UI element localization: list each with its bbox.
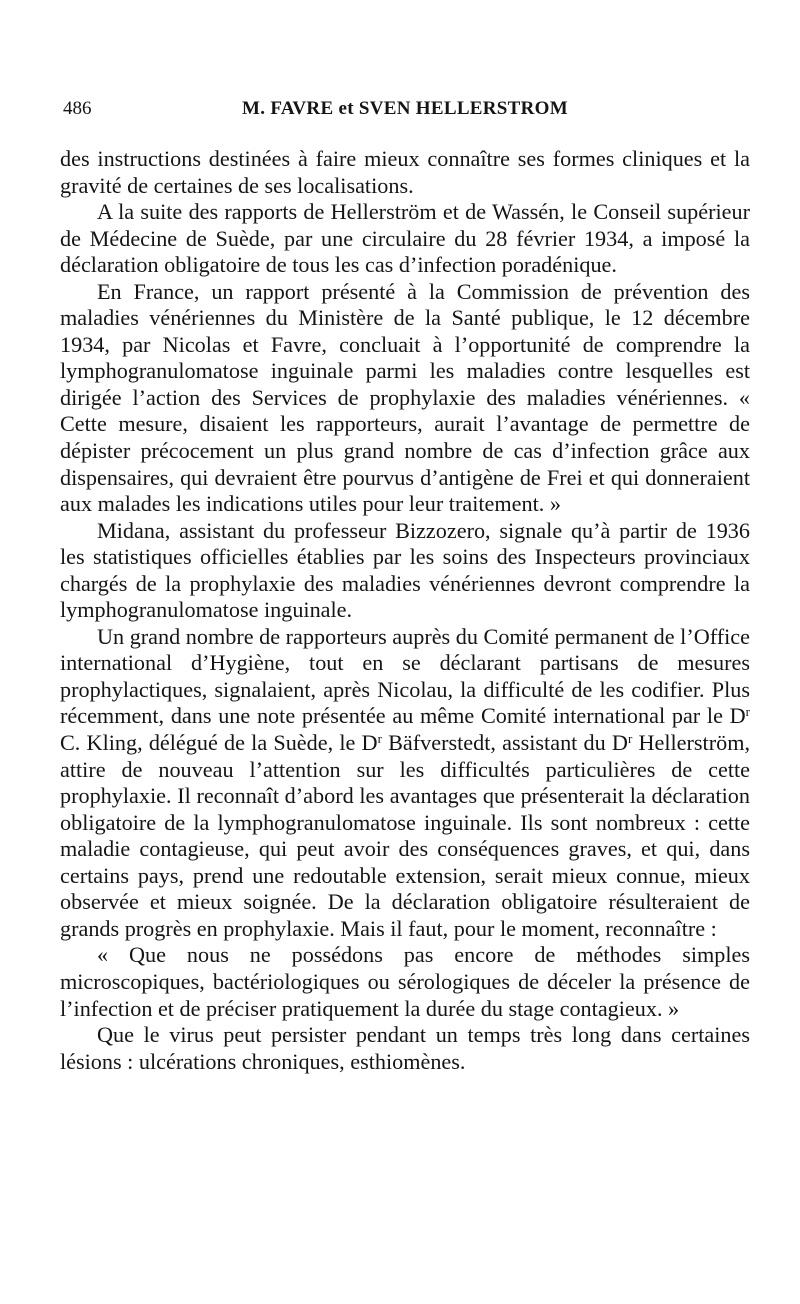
page-number: 486 bbox=[63, 98, 92, 119]
paragraph-continued: des instructions destinées à faire mieux connaître ses formes cliniques et la gravité de certaines de ses localisations. bbox=[60, 146, 750, 198]
paragraph-france: En France, un rapport présenté à la Commission de prévention des maladies vénériennes du Ministère de la Santé publique, le 12 décembre 1934, par Nicolas et Favre, concluait à l’opportunité de comprendre la lymphogranulomatose inguinale parmi les maladies contre lesquelles est dirigée l’action des Services de prophylaxie des maladies vénériennes. « Cette mesure, disaient les rapporteurs, aurait l’avantage de permettre de dépister précocement un plus grand nombre de cas d’infection grâce aux dispensaires, qui devraient être pourvus d’antigène de Frei et qui donneraient aux malades les indications utiles pour leur traitement. » bbox=[60, 278, 750, 517]
doctor-superscript: r bbox=[745, 704, 750, 720]
paragraph-kling-part3: Bäfverstedt, assistant du D bbox=[381, 730, 628, 756]
page-header bbox=[60, 98, 750, 128]
paragraph-sweden: A la suite des rapports de Hellerström et de Wassén, le Conseil supérieur de Médecine de Suède, par une circulaire du 28 février 1934, a imposé la déclaration obligatoire de tous les cas d’infection poradénique. bbox=[60, 199, 750, 278]
paragraph-quote: « Que nous ne possédons pas encore de méthodes simples microscopiques, bactériologiques ou sérologiques de déceler la présence de l’infection et de préciser pratiquement la durée du stage contagieux. » bbox=[60, 942, 750, 1021]
doctor-superscript: r bbox=[377, 731, 382, 747]
paragraph-kling-part4: Hellerström, attire de nouveau l’attention sur les difficultés particulières de cette prophylaxie. Il reconnaît d’abord les avantages que présenterait la déclaration obligatoire de la lymphogranulomatose inguinale. Ils sont nombreux : cette maladie contagieuse, qui peut avoir des conséquences graves, et qui, dans certains pays, prend une redoutable extension, serait mieux connue, mieux observée et mieux soignée. De la déclaration obligatoire résulteraient de grands progrès en prophylaxie. Mais il faut, pour le moment, reconnaître : bbox=[60, 730, 751, 941]
paragraph-kling bbox=[60, 624, 750, 943]
paragraph-midana: Midana, assistant du professeur Bizzozero, signale qu’à partir de 1936 les statistiques officielles établies par les soins des Inspecteurs provinciaux chargés de la prophylaxie des maladies vénériennes devront comprendre la lymphogranulomatose inguinale. bbox=[60, 517, 750, 623]
running-head: M. FAVRE et SVEN HELLERSTROM bbox=[242, 98, 568, 119]
paragraph-kling-part2: C. Kling, délégué de la Suède, le D bbox=[60, 730, 378, 756]
document-page bbox=[60, 98, 750, 1075]
paragraph-kling-part1: Un grand nombre de rapporteurs auprès du Comité permanent de l’Office international d’Hygiène, tout en se déclarant partisans de mesures prophylactiques, signalaient, après Nicolau, la difficulté de les codifier. Plus récemment, dans une note présentée au même Comité international par le D bbox=[60, 623, 750, 729]
doctor-superscript: r bbox=[627, 731, 633, 747]
paragraph-virus: Que le virus peut persister pendant un temps très long dans certaines lésions : ulcérations chroniques, esthiomènes. bbox=[60, 1022, 750, 1074]
body-text bbox=[60, 146, 750, 1075]
